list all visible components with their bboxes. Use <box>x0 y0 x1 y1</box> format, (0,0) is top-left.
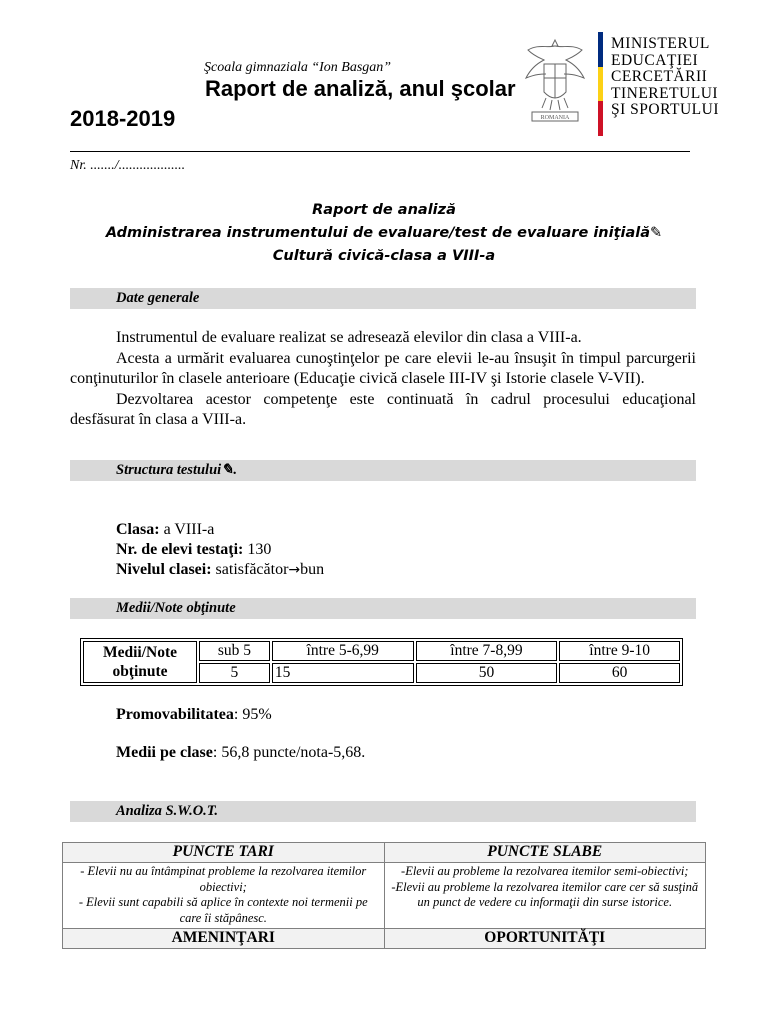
ministry-line: EDUCAŢIEI <box>611 51 699 69</box>
section-medii-note <box>70 598 696 619</box>
table-row <box>63 929 706 949</box>
marks-value: 5 <box>199 663 270 683</box>
class-value: a VIII-a <box>159 521 215 538</box>
level-to: bun <box>300 561 325 578</box>
paragraph: Acesta a urmărit evaluarea cunoştinţelor pe care elevii le-au însuşit în timpul parcurgerii conţinuturilor în clasele anterioare (Educaţie civică clasele III-IV şi Istorie clasele V-VII). <box>70 349 696 387</box>
ministry-line: ŞI SPORTULUI <box>611 101 719 118</box>
marks-row-header: Medii/Note obţinute <box>83 641 197 683</box>
level-row <box>116 560 324 580</box>
report-title: Raport de analiză <box>312 202 456 218</box>
ministry-line: CERCETĂRII <box>611 68 708 85</box>
section-heading: Medii/Note obţinute <box>116 600 236 616</box>
students-row <box>116 540 324 560</box>
medii-clase-value: : 56,8 puncte/nota-5,68. <box>212 744 366 761</box>
section-heading: Structura testului✎. <box>116 462 237 478</box>
marks-value: 50 <box>416 663 558 683</box>
list-item: -Elevii au probleme la rezolvarea itemilor semi-obiectivi; <box>401 864 689 878</box>
test-info <box>116 520 324 580</box>
level-from: satisfăcător <box>211 561 289 578</box>
list-item: - Elevii nu au întâmpinat probleme la rezolvarea itemilor obiectivi; <box>80 864 367 894</box>
arrow-right-icon: → <box>288 562 301 578</box>
general-data-text <box>70 328 696 431</box>
class-label: Clasa: <box>116 521 160 538</box>
header-divider <box>70 151 690 152</box>
report-title-block <box>70 199 698 268</box>
marks-table <box>80 638 683 686</box>
swot-weaknesses-cell <box>384 863 706 929</box>
ministry-name <box>611 36 719 119</box>
students-label: Nr. de elevi testaţi: <box>116 541 244 558</box>
romania-coat-of-arms-icon <box>516 34 594 128</box>
ministry-line: TINERETULUI <box>611 84 719 102</box>
marks-column-header: sub 5 <box>199 641 270 661</box>
header-title: Raport de analiză, anul şcolar <box>205 76 516 101</box>
ministry-flag-bars <box>598 32 603 136</box>
medii-clase-line <box>116 744 365 762</box>
header-year: 2018-2019 <box>70 106 176 131</box>
crest-label: ROMANIA <box>540 115 570 121</box>
section-heading: Date generale <box>116 290 200 306</box>
table-row <box>63 843 706 863</box>
students-value: 130 <box>243 541 272 558</box>
paragraph: Dezvoltarea acestor competenţe este continuată în cadrul procesului educaţional desfăsurat în clasa a VIII-a. <box>70 390 696 428</box>
section-heading: Analiza S.W.O.T. <box>116 803 218 819</box>
swot-strengths-cell <box>63 863 385 929</box>
promovabilitate-value: : 95% <box>233 706 272 723</box>
swot-header-strengths: PUNCTE TARI <box>63 843 385 863</box>
marks-column-header: între 7-8,99 <box>416 641 558 661</box>
list-item: -Elevii au probleme la rezolvarea itemilor care cer să susţină un punct de vedere cu informaţii din surse istorice. <box>391 879 699 909</box>
section-structura-testului <box>70 460 696 481</box>
marks-value: 15 <box>272 663 414 683</box>
promovabilitate-label: Promovabilitatea <box>116 706 234 723</box>
swot-header-threats: AMENINŢARI <box>63 929 385 949</box>
table-row <box>83 641 680 661</box>
swot-header-opportunities: OPORTUNITĂŢI <box>384 929 706 949</box>
section-swot <box>70 801 696 822</box>
swot-table <box>62 842 706 949</box>
marks-value: 60 <box>559 663 680 683</box>
paragraph: Instrumentul de evaluare realizat se adresează elevilor din clasa a VIII-a. <box>116 329 582 346</box>
report-subtitle: Administrarea instrumentului de evaluare/test de evaluare iniţială✎ <box>105 225 663 241</box>
level-label: Nivelul clasei: <box>116 561 212 578</box>
table-row <box>63 863 706 929</box>
report-subject: Cultură civică-clasa a VIII-a <box>272 248 496 264</box>
class-row <box>116 520 324 540</box>
section-date-generale <box>70 288 696 309</box>
medii-clase-label: Medii pe clase <box>116 744 213 761</box>
document-number: Nr. ......./................... <box>70 158 186 173</box>
marks-column-header: între 9-10 <box>559 641 680 661</box>
school-name: Şcoala gimnaziala “Ion Basgan” <box>204 60 392 75</box>
list-item: - Elevii sunt capabili să aplice în contexte noi termenii pe care îi stăpânesc. <box>78 895 368 925</box>
ministry-line: MINISTERUL <box>611 35 710 52</box>
promovabilitate-line <box>116 706 272 724</box>
swot-header-weaknesses: PUNCTE SLABE <box>384 843 706 863</box>
marks-column-header: între 5-6,99 <box>272 641 414 661</box>
